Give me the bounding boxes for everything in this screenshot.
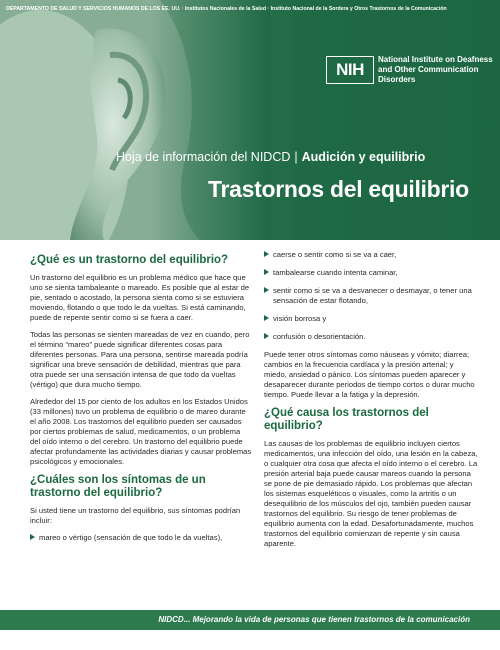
triangle-right-icon bbox=[264, 287, 269, 293]
footer-bar bbox=[0, 610, 500, 630]
list-item bbox=[264, 250, 478, 260]
symptom-list bbox=[30, 533, 252, 543]
series-subtitle bbox=[116, 150, 425, 164]
subtitle-separator: | bbox=[294, 150, 298, 164]
list-item-text: sentir como si se va a desvanecer o desmayar, o tener una sensación de estar flotando, bbox=[273, 286, 472, 305]
section-heading-causes: ¿Qué causa los trastornos del equilibrio? bbox=[264, 407, 429, 432]
paragraph: Un trastorno del equilibrio es un problema médico que hace que uno se sienta tambaleante o mareado. Es posible que al estar de pie, sentado o acostado, la persona sienta como si se estuviera moviendo, flotando o que todo le da vueltas. Si está caminando, puede de repente sentir como si se fuera a caer. bbox=[30, 273, 250, 322]
triangle-right-icon bbox=[264, 315, 269, 321]
list-item bbox=[264, 286, 478, 306]
paragraph: Si usted tiene un trastorno del equilibrio, sus síntomas podrían incluir: bbox=[30, 506, 241, 525]
paragraph: Las causas de los problemas de equilibrio incluyen ciertos medicamentos, una infección del oído, una lesión en la cabeza, o cualquier otra cosa que afecta el oído interno o el cerebro. La presión arterial baja puede causar mareos cuando la persona se pone de pie demasiado rápido. Los problemas que afectan los sistemas esqueléticos o visuales, como la artritis o un desequilibrio de los músculos del ojo, también pueden causar trastornos del equilibrio. Su riesgo de tener problemas de equilibrio aumenta con la edad. Desafortunadamente, muchos trastornos del equilibrio comienzan de repente y sin causa aparente. bbox=[264, 439, 478, 548]
paragraph: Todas las personas se sienten mareadas de vez en cuando, pero el término “mareo” puede significar diferentes cosas para diferentes personas. Para una persona, sentirse mareada podría significar una breve sensación de debilidad, mientras que para otra puede ser una sensación intensa de que todo da vueltas (vértigo) que dura mucho tiempo. bbox=[30, 330, 250, 389]
list-item bbox=[264, 332, 478, 342]
nih-logo-text: NIH bbox=[336, 60, 364, 79]
subtitle-prefix: Hoja de información del NIDCD bbox=[116, 150, 291, 164]
agency-line: DEPARTAMENTO DE SALUD Y SERVICIOS HUMANOS DE LOS EE. UU. · Institutos Nacionales de la Salud · Instituto Nacional de la Sordera y Otros Trastornos de la Comunicación bbox=[6, 6, 447, 12]
list-item-text: caerse o sentir como si se va a caer, bbox=[273, 250, 397, 259]
ear-photo-image bbox=[0, 0, 270, 240]
triangle-right-icon bbox=[264, 251, 269, 257]
list-item-text: tambalearse cuando intenta caminar, bbox=[273, 268, 398, 277]
triangle-right-icon bbox=[30, 534, 35, 540]
page-title: Trastornos del equilibrio bbox=[208, 176, 469, 202]
paragraph: Puede tener otros síntomas como náuseas y vómito; diarrea; cambios en la frecuencia cardíaca y la presión arterial; y miedo, ansiedad o pánico. Los síntomas pueden aparecer y desaparecer durante periodos de tiempo cortos o durar mucho tiempo. Puede llevar a la fatiga y la depresión. bbox=[264, 350, 475, 399]
list-item bbox=[30, 533, 252, 543]
list-item-text: visión borrosa y bbox=[273, 314, 327, 323]
triangle-right-icon bbox=[264, 333, 269, 339]
list-item-text: mareo o vértigo (sensación de que todo le da vueltas), bbox=[39, 533, 223, 542]
list-item-text: confusión o desorientación. bbox=[273, 332, 366, 341]
header-banner bbox=[0, 0, 500, 240]
symptom-list-continued bbox=[264, 250, 478, 342]
left-column bbox=[30, 254, 252, 551]
list-item bbox=[264, 314, 478, 324]
subtitle-topic: Audición y equilibrio bbox=[301, 150, 426, 164]
footer-tagline: NIDCD... Mejorando la vida de personas que tienen trastornos de la comunicación bbox=[158, 615, 470, 624]
triangle-right-icon bbox=[264, 269, 269, 275]
nih-logo bbox=[326, 56, 374, 84]
right-column bbox=[264, 250, 478, 556]
section-heading-symptoms: ¿Cuáles son los síntomas de un trastorno del equilibrio? bbox=[30, 474, 206, 499]
institute-name: National Institute on Deafness and Other Communication Disorders bbox=[378, 55, 493, 84]
section-heading-what-is: ¿Qué es un trastorno del equilibrio? bbox=[30, 254, 229, 266]
paragraph: Alrededor del 15 por ciento de los adultos en los Estados Unidos (33 millones) tuvo un problema de equilibrio o de mareo durante el año 2008. Los trastornos del equilibrio pueden ser causados por ciertos problemas de salud, medicamentos, o un problema del oído interno o del cerebro. Un trastorno del equilibrio puede afectar profundamente las actividades diarias y causar problemas psicológicos y emocionales. bbox=[30, 397, 252, 466]
list-item bbox=[264, 268, 478, 278]
